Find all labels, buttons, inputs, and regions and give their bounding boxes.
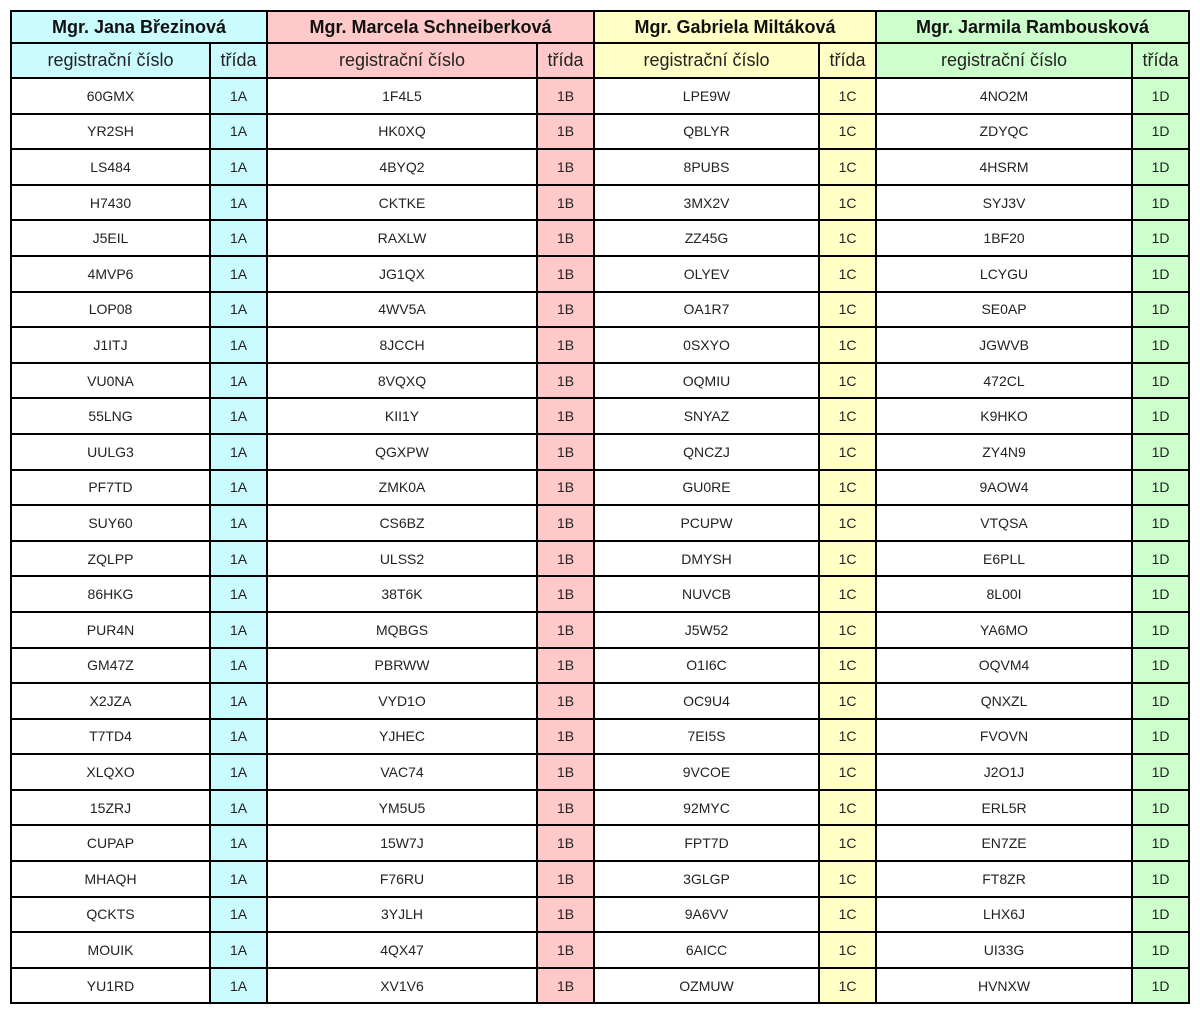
- class-cell: 1D: [1132, 754, 1189, 790]
- class-cell: 1B: [537, 648, 594, 684]
- table-row: [11, 256, 1189, 292]
- class-cell: 1D: [1132, 825, 1189, 861]
- class-cell: 1D: [1132, 363, 1189, 399]
- table-row: [11, 576, 1189, 612]
- class-cell: 1A: [210, 683, 267, 719]
- registration-code-cell: YJHEC: [267, 719, 537, 755]
- registration-code-cell: 3YJLH: [267, 897, 537, 933]
- registration-code-cell: PUR4N: [11, 612, 210, 648]
- table-row: [11, 861, 1189, 897]
- class-cell: 1C: [819, 719, 876, 755]
- class-cell: 1A: [210, 648, 267, 684]
- table-row: [11, 612, 1189, 648]
- class-cell: 1D: [1132, 932, 1189, 968]
- teacher-name-1a: Mgr. Jana Březinová: [11, 11, 267, 43]
- class-cell: 1D: [1132, 327, 1189, 363]
- class-cell: 1B: [537, 327, 594, 363]
- class-cell: 1D: [1132, 719, 1189, 755]
- class-cell: 1D: [1132, 256, 1189, 292]
- class-cell: 1C: [819, 612, 876, 648]
- registration-code-cell: ZQLPP: [11, 541, 210, 577]
- registration-code-cell: SYJ3V: [876, 185, 1132, 221]
- column-header-code: registrační číslo: [876, 43, 1132, 78]
- class-cell: 1A: [210, 612, 267, 648]
- class-cell: 1A: [210, 470, 267, 506]
- class-cell: 1B: [537, 398, 594, 434]
- registration-code-cell: YM5U5: [267, 790, 537, 826]
- class-cell: 1B: [537, 825, 594, 861]
- teacher-name-1c: Mgr. Gabriela Miltáková: [594, 11, 876, 43]
- class-cell: 1B: [537, 861, 594, 897]
- registration-code-cell: 4BYQ2: [267, 149, 537, 185]
- table-row: [11, 434, 1189, 470]
- registration-code-cell: SE0AP: [876, 292, 1132, 328]
- registration-code-cell: J5W52: [594, 612, 819, 648]
- table-row: [11, 292, 1189, 328]
- registration-code-cell: J1ITJ: [11, 327, 210, 363]
- registration-code-cell: 55LNG: [11, 398, 210, 434]
- class-cell: 1A: [210, 398, 267, 434]
- table-row: [11, 114, 1189, 150]
- class-cell: 1C: [819, 398, 876, 434]
- registration-code-cell: VTQSA: [876, 505, 1132, 541]
- class-cell: 1B: [537, 470, 594, 506]
- class-cell: 1D: [1132, 541, 1189, 577]
- registration-code-cell: VYD1O: [267, 683, 537, 719]
- registration-code-cell: T7TD4: [11, 719, 210, 755]
- registration-code-cell: OLYEV: [594, 256, 819, 292]
- class-cell: 1C: [819, 292, 876, 328]
- registration-code-cell: OA1R7: [594, 292, 819, 328]
- column-header-class: třída: [1132, 43, 1189, 78]
- registration-code-cell: 38T6K: [267, 576, 537, 612]
- class-cell: 1C: [819, 648, 876, 684]
- table-row: [11, 78, 1189, 114]
- table-row: [11, 932, 1189, 968]
- class-cell: 1B: [537, 541, 594, 577]
- class-cell: 1B: [537, 968, 594, 1004]
- class-cell: 1A: [210, 256, 267, 292]
- registration-code-cell: ZY4N9: [876, 434, 1132, 470]
- class-cell: 1D: [1132, 114, 1189, 150]
- class-cell: 1C: [819, 897, 876, 933]
- registration-code-cell: UULG3: [11, 434, 210, 470]
- registration-code-cell: ZMK0A: [267, 470, 537, 506]
- class-cell: 1B: [537, 754, 594, 790]
- class-cell: 1A: [210, 149, 267, 185]
- table-row: [11, 398, 1189, 434]
- column-header-class: třída: [537, 43, 594, 78]
- class-cell: 1A: [210, 220, 267, 256]
- table-row: [11, 897, 1189, 933]
- table-row: [11, 541, 1189, 577]
- registration-code-cell: K9HKO: [876, 398, 1132, 434]
- class-cell: 1D: [1132, 505, 1189, 541]
- class-cell: 1B: [537, 683, 594, 719]
- class-cell: 1C: [819, 754, 876, 790]
- class-cell: 1C: [819, 220, 876, 256]
- class-cell: 1A: [210, 897, 267, 933]
- registration-code-cell: 9A6VV: [594, 897, 819, 933]
- registration-code-cell: 472CL: [876, 363, 1132, 399]
- class-cell: 1D: [1132, 968, 1189, 1004]
- class-cell: 1D: [1132, 861, 1189, 897]
- class-cell: 1A: [210, 185, 267, 221]
- registration-code-cell: KII1Y: [267, 398, 537, 434]
- registration-code-cell: 4HSRM: [876, 149, 1132, 185]
- registration-code-cell: QCKTS: [11, 897, 210, 933]
- class-cell: 1D: [1132, 434, 1189, 470]
- registration-code-cell: XLQXO: [11, 754, 210, 790]
- class-cell: 1B: [537, 363, 594, 399]
- table-row: [11, 968, 1189, 1004]
- class-cell: 1C: [819, 541, 876, 577]
- class-cell: 1C: [819, 363, 876, 399]
- table-row: [11, 683, 1189, 719]
- class-cell: 1B: [537, 505, 594, 541]
- registration-code-cell: O1I6C: [594, 648, 819, 684]
- class-cell: 1B: [537, 256, 594, 292]
- registration-code-cell: FT8ZR: [876, 861, 1132, 897]
- registration-code-cell: PBRWW: [267, 648, 537, 684]
- registration-code-cell: QBLYR: [594, 114, 819, 150]
- table-row: [11, 327, 1189, 363]
- registration-code-cell: YU1RD: [11, 968, 210, 1004]
- class-cell: 1B: [537, 897, 594, 933]
- class-cell: 1C: [819, 434, 876, 470]
- class-cell: 1A: [210, 434, 267, 470]
- registration-code-cell: HK0XQ: [267, 114, 537, 150]
- class-cell: 1B: [537, 220, 594, 256]
- class-cell: 1B: [537, 612, 594, 648]
- class-cell: 1C: [819, 825, 876, 861]
- class-cell: 1C: [819, 968, 876, 1004]
- registration-code-cell: 3GLGP: [594, 861, 819, 897]
- registration-code-cell: CS6BZ: [267, 505, 537, 541]
- registration-code-cell: SUY60: [11, 505, 210, 541]
- class-cell: 1D: [1132, 612, 1189, 648]
- class-cell: 1C: [819, 790, 876, 826]
- class-cell: 1C: [819, 78, 876, 114]
- class-cell: 1B: [537, 434, 594, 470]
- registration-code-cell: GM47Z: [11, 648, 210, 684]
- registration-code-cell: ERL5R: [876, 790, 1132, 826]
- registration-code-cell: 3MX2V: [594, 185, 819, 221]
- registration-code-cell: JG1QX: [267, 256, 537, 292]
- registration-code-cell: 4QX47: [267, 932, 537, 968]
- class-cell: 1A: [210, 861, 267, 897]
- class-cell: 1B: [537, 78, 594, 114]
- registration-code-cell: 86HKG: [11, 576, 210, 612]
- registration-code-cell: MOUIK: [11, 932, 210, 968]
- registration-code-cell: NUVCB: [594, 576, 819, 612]
- class-cell: 1B: [537, 292, 594, 328]
- class-cell: 1A: [210, 825, 267, 861]
- registration-code-cell: E6PLL: [876, 541, 1132, 577]
- table-row: [11, 825, 1189, 861]
- registration-code-cell: RAXLW: [267, 220, 537, 256]
- table-row: [11, 470, 1189, 506]
- column-header-class: třída: [819, 43, 876, 78]
- registration-code-cell: H7430: [11, 185, 210, 221]
- registration-code-cell: VU0NA: [11, 363, 210, 399]
- class-cell: 1D: [1132, 648, 1189, 684]
- table-row: [11, 719, 1189, 755]
- class-cell: 1A: [210, 719, 267, 755]
- registration-table-wrapper: [10, 10, 1190, 1004]
- registration-code-cell: 0SXYO: [594, 327, 819, 363]
- class-cell: 1A: [210, 363, 267, 399]
- registration-code-cell: CKTKE: [267, 185, 537, 221]
- table-row: [11, 505, 1189, 541]
- class-cell: 1D: [1132, 78, 1189, 114]
- class-cell: 1C: [819, 505, 876, 541]
- class-cell: 1C: [819, 470, 876, 506]
- table-row: [11, 220, 1189, 256]
- class-cell: 1B: [537, 185, 594, 221]
- class-cell: 1C: [819, 149, 876, 185]
- class-cell: 1D: [1132, 220, 1189, 256]
- registration-code-cell: 15ZRJ: [11, 790, 210, 826]
- class-cell: 1C: [819, 327, 876, 363]
- registration-code-cell: QNCZJ: [594, 434, 819, 470]
- table-row: [11, 648, 1189, 684]
- column-header-code: registrační číslo: [267, 43, 537, 78]
- table-row: [11, 754, 1189, 790]
- registration-code-cell: 9AOW4: [876, 470, 1132, 506]
- class-cell: 1A: [210, 292, 267, 328]
- class-cell: 1A: [210, 790, 267, 826]
- registration-code-cell: LOP08: [11, 292, 210, 328]
- teacher-name-1b: Mgr. Marcela Schneiberková: [267, 11, 594, 43]
- table-row: [11, 790, 1189, 826]
- registration-code-cell: 15W7J: [267, 825, 537, 861]
- column-header-row: [11, 43, 1189, 78]
- registration-code-cell: 60GMX: [11, 78, 210, 114]
- class-cell: 1C: [819, 256, 876, 292]
- class-cell: 1A: [210, 932, 267, 968]
- registration-code-cell: QGXPW: [267, 434, 537, 470]
- class-cell: 1B: [537, 719, 594, 755]
- table-row: [11, 149, 1189, 185]
- registration-code-cell: YR2SH: [11, 114, 210, 150]
- class-cell: 1A: [210, 541, 267, 577]
- class-cell: 1A: [210, 114, 267, 150]
- registration-code-cell: 4WV5A: [267, 292, 537, 328]
- registration-code-cell: DMYSH: [594, 541, 819, 577]
- registration-code-cell: OC9U4: [594, 683, 819, 719]
- class-cell: 1C: [819, 114, 876, 150]
- registration-code-cell: OQMIU: [594, 363, 819, 399]
- registration-code-cell: YA6MO: [876, 612, 1132, 648]
- class-cell: 1D: [1132, 576, 1189, 612]
- class-cell: 1B: [537, 114, 594, 150]
- registration-code-cell: PCUPW: [594, 505, 819, 541]
- registration-code-cell: 1BF20: [876, 220, 1132, 256]
- teacher-header-row: [11, 11, 1189, 43]
- registration-code-cell: LS484: [11, 149, 210, 185]
- registration-code-cell: EN7ZE: [876, 825, 1132, 861]
- registration-code-cell: 92MYC: [594, 790, 819, 826]
- registration-code-cell: FPT7D: [594, 825, 819, 861]
- class-cell: 1B: [537, 932, 594, 968]
- registration-code-cell: FVOVN: [876, 719, 1132, 755]
- registration-code-cell: F76RU: [267, 861, 537, 897]
- registration-code-cell: 4MVP6: [11, 256, 210, 292]
- class-cell: 1B: [537, 576, 594, 612]
- class-cell: 1A: [210, 505, 267, 541]
- class-cell: 1B: [537, 790, 594, 826]
- class-cell: 1C: [819, 683, 876, 719]
- registration-code-cell: 8PUBS: [594, 149, 819, 185]
- class-cell: 1A: [210, 576, 267, 612]
- class-cell: 1A: [210, 968, 267, 1004]
- class-cell: 1A: [210, 754, 267, 790]
- registration-code-cell: 4NO2M: [876, 78, 1132, 114]
- class-cell: 1C: [819, 932, 876, 968]
- registration-code-cell: 8L00I: [876, 576, 1132, 612]
- table-row: [11, 363, 1189, 399]
- registration-code-cell: CUPAP: [11, 825, 210, 861]
- teacher-name-1d: Mgr. Jarmila Rambousková: [876, 11, 1189, 43]
- registration-code-cell: 6AICC: [594, 932, 819, 968]
- class-cell: 1D: [1132, 470, 1189, 506]
- registration-code-cell: UI33G: [876, 932, 1132, 968]
- registration-code-cell: PF7TD: [11, 470, 210, 506]
- registration-code-cell: LCYGU: [876, 256, 1132, 292]
- registration-code-cell: XV1V6: [267, 968, 537, 1004]
- registration-code-cell: 8VQXQ: [267, 363, 537, 399]
- registration-code-cell: J2O1J: [876, 754, 1132, 790]
- registration-code-cell: SNYAZ: [594, 398, 819, 434]
- table-row: [11, 185, 1189, 221]
- class-cell: 1A: [210, 327, 267, 363]
- registration-code-cell: 8JCCH: [267, 327, 537, 363]
- registration-code-cell: 9VCOE: [594, 754, 819, 790]
- class-cell: 1C: [819, 576, 876, 612]
- class-cell: 1D: [1132, 790, 1189, 826]
- class-cell: 1C: [819, 861, 876, 897]
- column-header-code: registrační číslo: [594, 43, 819, 78]
- registration-code-cell: OZMUW: [594, 968, 819, 1004]
- registration-code-cell: JGWVB: [876, 327, 1132, 363]
- class-cell: 1D: [1132, 683, 1189, 719]
- registration-code-cell: 7EI5S: [594, 719, 819, 755]
- registration-code-cell: LHX6J: [876, 897, 1132, 933]
- registration-code-cell: ZDYQC: [876, 114, 1132, 150]
- registration-code-cell: X2JZA: [11, 683, 210, 719]
- column-header-class: třída: [210, 43, 267, 78]
- registration-code-cell: MHAQH: [11, 861, 210, 897]
- registration-code-cell: VAC74: [267, 754, 537, 790]
- registration-code-cell: 1F4L5: [267, 78, 537, 114]
- class-cell: 1A: [210, 78, 267, 114]
- registration-code-cell: OQVM4: [876, 648, 1132, 684]
- registration-code-cell: HVNXW: [876, 968, 1132, 1004]
- class-cell: 1C: [819, 185, 876, 221]
- registration-code-cell: QNXZL: [876, 683, 1132, 719]
- registration-code-cell: J5EIL: [11, 220, 210, 256]
- registration-code-cell: GU0RE: [594, 470, 819, 506]
- class-cell: 1D: [1132, 185, 1189, 221]
- class-cell: 1B: [537, 149, 594, 185]
- table-body: [11, 78, 1189, 1003]
- column-header-code: registrační číslo: [11, 43, 210, 78]
- class-cell: 1D: [1132, 149, 1189, 185]
- class-cell: 1D: [1132, 398, 1189, 434]
- registration-code-cell: MQBGS: [267, 612, 537, 648]
- registration-code-cell: ULSS2: [267, 541, 537, 577]
- class-cell: 1D: [1132, 292, 1189, 328]
- class-cell: 1D: [1132, 897, 1189, 933]
- registration-code-cell: ZZ45G: [594, 220, 819, 256]
- registration-code-cell: LPE9W: [594, 78, 819, 114]
- registration-table: [10, 10, 1190, 1004]
